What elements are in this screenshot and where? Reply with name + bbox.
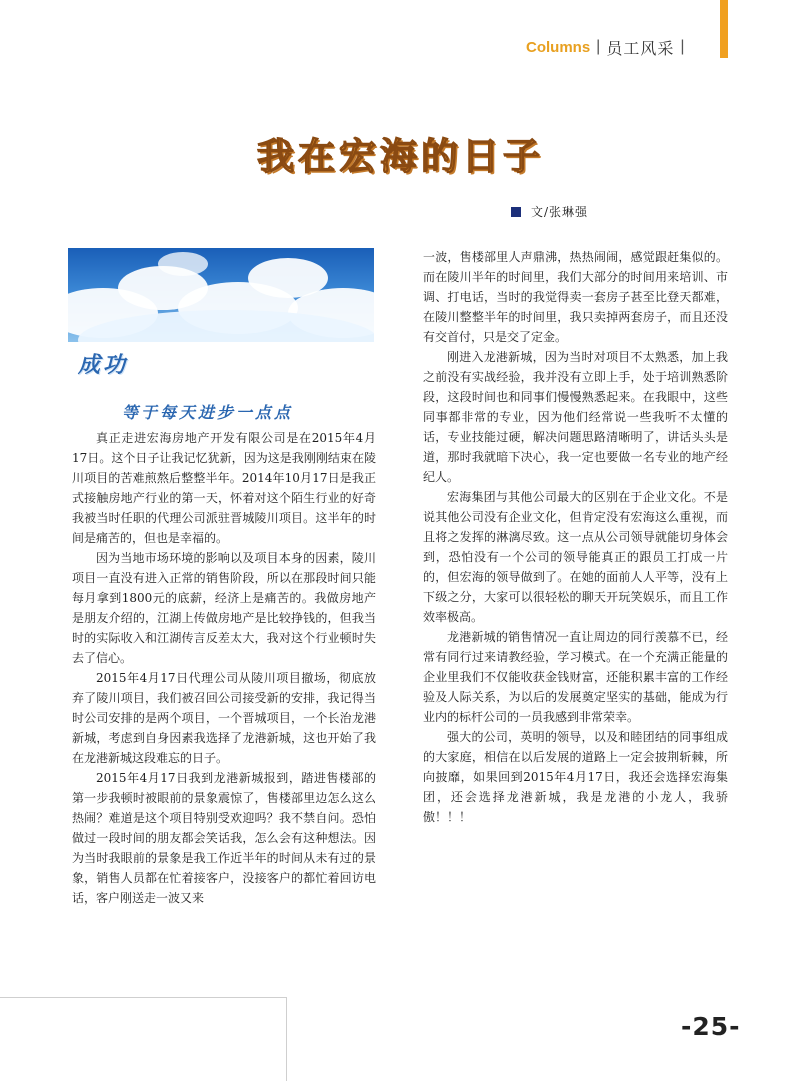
header-separator-end: |: [680, 38, 685, 55]
section-name: 员工风采: [606, 38, 675, 58]
subtitle-progress: 等于每天进步一点点: [122, 403, 294, 422]
byline: [511, 203, 588, 220]
right-column: [423, 247, 728, 827]
byline-square-icon: [511, 207, 521, 217]
paragraph: 强大的公司，英明的领导，以及和睦团结的同事组成的大家庭，相信在以后发展的道路上一定会披荆斩棘，所向披靡，如果回到2015年4月17日，我还会选择宏海集团，还会选择龙港新城，我是龙港的小龙人，我骄傲！！！: [423, 730, 728, 824]
header-separator: |: [596, 38, 601, 55]
paragraph: 刚进入龙港新城，因为当时对项目不太熟悉，加上我之前没有实战经验，我并没有立即上手，处于培训熟悉阶段，这段时间也和同事们慢慢熟悉起来。在我眼中，这些同事都非常的专业，因为他们经常说一些我听不太懂的话，专业技能过硬，解决问题思路清晰明了，讲话头头是道，那时我就暗下决心，我一定也要做一名专业的地产经纪人。: [423, 350, 728, 484]
sky-clouds-image: [68, 248, 374, 342]
left-column: [72, 428, 376, 908]
paragraph: 2015年4月17日代理公司从陵川项目撤场，彻底放弃了陵川项目，我们被召回公司接受新的安排，我记得当时公司安排的是两个项目，一个晋城项目，一个长治龙港新城，考虑到自身因素我选择了龙港新城，这也开始了我在龙港新城这段难忘的日子。: [72, 671, 376, 765]
page-number: -25-: [681, 1012, 741, 1041]
author-name: 文/张琳强: [531, 205, 589, 219]
bottom-frame: [0, 997, 287, 1081]
paragraph: 龙港新城的销售情况一直让周边的同行羡慕不已，经常有同行过来请教经验，学习模式。在一个充满正能量的企业里我们不仅能收获金钱财富，还能积累丰富的工作经验及人际关系，为以后的发展奠定坚实的基础，能成为行业内的标杆公司的一员我感到非常荣幸。: [423, 630, 728, 724]
paragraph: 宏海集团与其他公司最大的区别在于企业文化。不是说其他公司没有企业文化，但肯定没有宏海这么重视，而且将之发挥的淋漓尽致。这一点从公司领导就能切身体会到，恐怕没有一个公司的领导能真正的跟员工打成一片的，但宏海的领导做到了。在她的面前人人平等，没有上下级之分，大家可以很轻松的聊天开玩笑娱乐，而且工作效率极高。: [423, 490, 728, 624]
subtitle-success: 成功: [78, 353, 129, 378]
paragraph-continuation: 一波，售楼部里人声鼎沸，热热闹闹，感觉跟赶集似的。而在陵川半年的时间里，我们大部分的时间用来培训、市调、打电话，当时的我觉得卖一套房子甚至比登天都难，在陵川整整半年的时间里，我只卖掉两套房子，而且还没有交首付，只是交了定金。: [423, 250, 728, 344]
paragraph: 真正走进宏海房地产开发有限公司是在2015年4月17日。这个日子让我记忆犹新，因为这是我刚刚结束在陵川项目的苦难煎熬后整整半年。2014年10月17日是我正式接触房地产行业的第一天，怀着对这个陌生行业的好奇我被当时任职的代理公司派驻晋城陵川项目。这半年的时间是痛苦的，但也是幸福的。: [72, 431, 376, 545]
paragraph: 因为当地市场环境的影响以及项目本身的因素，陵川项目一直没有进入正常的销售阶段，所以在那段时间只能每月拿到1800元的底薪，经济上是痛苦的。我做房地产是朋友介绍的，江湖上传做房地产是比较挣钱的，但我当时的实际收入和江湖传言反差太大，我对这个行业顿时失去了信心。: [72, 551, 376, 665]
columns-label: Columns: [526, 38, 591, 56]
header-accent-bar: [720, 0, 728, 58]
paragraph: 2015年4月17日我到龙港新城报到，踏进售楼部的第一步我顿时被眼前的景象震惊了，售楼部里边怎么这么热闹？难道是这个项目特别受欢迎吗？我不禁自问。恐怕做过一段时间的朋友都会笑话我，怎么会有这种想法。因为当时我眼前的景象是我工作近半年的时间从未有过的景象，销售人员都在忙着接客户，没接客户的都忙着回访电话，客户刚送走一波又来: [72, 771, 376, 905]
article-title: 我在宏海的日子: [257, 135, 544, 178]
section-header: [526, 36, 691, 58]
